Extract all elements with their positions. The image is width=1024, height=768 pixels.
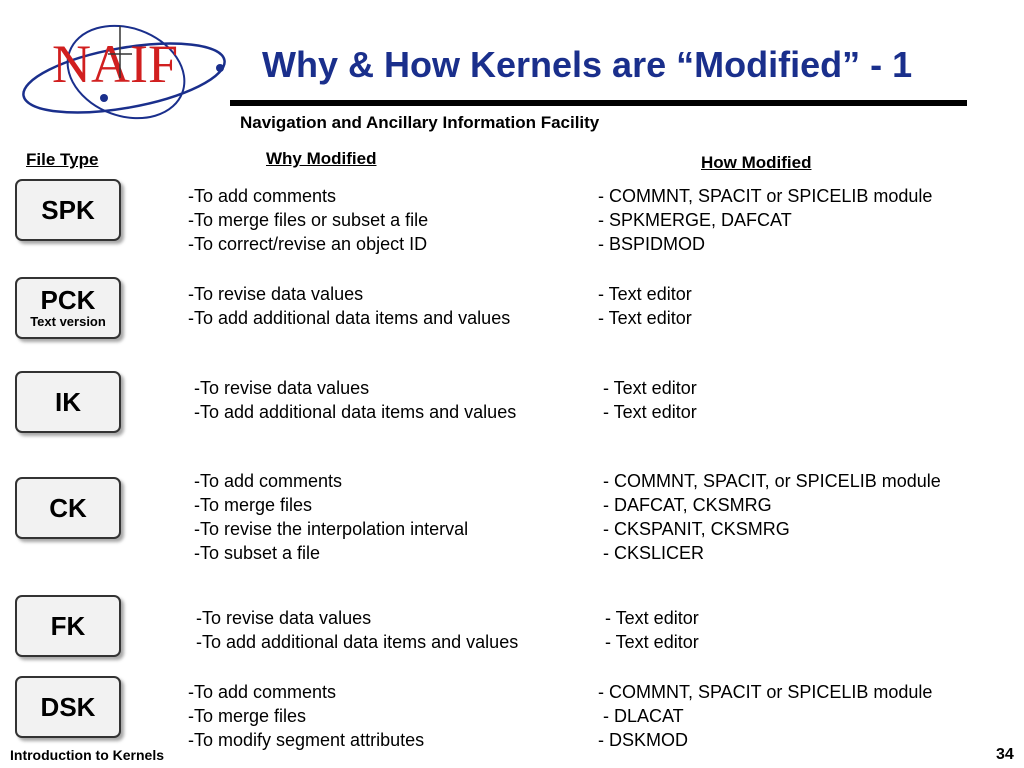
how-list-dsk xyxy=(598,680,932,752)
why-item: -To revise data values xyxy=(188,284,364,304)
how-item: - Text editor xyxy=(598,308,692,328)
how-item: - BSPIDMOD xyxy=(598,234,706,254)
why-item: -To add comments xyxy=(188,186,337,206)
why-item: -To add additional data items and values xyxy=(194,402,517,422)
how-list-ik xyxy=(603,376,697,424)
title-divider xyxy=(230,100,967,106)
file-type-label: SPK xyxy=(41,195,95,225)
how-item: - SPKMERGE, DAFCAT xyxy=(598,210,792,230)
why-item: -To add comments xyxy=(188,682,337,702)
how-item: - Text editor xyxy=(598,284,692,304)
why-item: -To add additional data items and values xyxy=(188,308,511,328)
how-list-spk xyxy=(598,184,932,256)
why-list-spk xyxy=(188,184,428,256)
how-item: - COMMNT, SPACIT, or SPICELIB module xyxy=(603,471,941,491)
how-item: - CKSPANIT, CKSMRG xyxy=(603,519,790,539)
how-item: - COMMNT, SPACIT or SPICELIB module xyxy=(598,682,933,702)
how-item: - DSKMOD xyxy=(598,730,688,750)
how-item: - Text editor xyxy=(603,378,697,398)
file-type-box-spk xyxy=(15,179,121,241)
slide-subtitle: Navigation and Ancillary Information Facility xyxy=(240,113,600,132)
why-list-fk xyxy=(196,606,518,654)
file-type-box-pck xyxy=(15,277,121,339)
file-type-box-fk xyxy=(15,595,121,657)
why-item: -To revise data values xyxy=(196,608,372,628)
naif-logo xyxy=(14,20,236,120)
how-list-ck xyxy=(603,469,941,565)
slide-title: Why & How Kernels are “Modified” - 1 xyxy=(262,44,913,85)
column-header-how-modified: How Modified xyxy=(701,153,812,172)
why-list-ik xyxy=(194,376,516,424)
file-type-label: CK xyxy=(49,493,87,523)
file-type-label: FK xyxy=(50,611,86,641)
how-item: - Text editor xyxy=(603,402,697,422)
why-item: -To correct/revise an object ID xyxy=(188,234,428,254)
how-item: - Text editor xyxy=(605,608,699,628)
how-item: - Text editor xyxy=(605,632,699,652)
how-list-fk xyxy=(605,606,699,654)
column-header-file-type: File Type xyxy=(26,150,99,169)
file-type-label: DSK xyxy=(40,692,96,722)
why-list-ck xyxy=(194,469,468,565)
logo-text: NAIF xyxy=(52,34,179,94)
how-item: - CKSLICER xyxy=(603,543,705,563)
why-item: -To merge files or subset a file xyxy=(188,210,429,230)
file-type-sublabel: Text version xyxy=(30,314,106,329)
why-item: -To subset a file xyxy=(194,543,321,563)
file-type-box-ck xyxy=(15,477,121,539)
how-item: - DLACAT xyxy=(598,706,684,726)
why-item: -To modify segment attributes xyxy=(188,730,425,750)
page-number: 34 xyxy=(996,746,1014,763)
why-list-dsk xyxy=(188,680,424,752)
why-item: -To merge files xyxy=(188,706,307,726)
how-item: - DAFCAT, CKSMRG xyxy=(603,495,772,515)
file-type-box-ik xyxy=(15,371,121,433)
file-type-label: IK xyxy=(55,387,81,417)
why-item: -To revise data values xyxy=(194,378,370,398)
why-item: -To add comments xyxy=(194,471,343,491)
why-item: -To add additional data items and values xyxy=(196,632,519,652)
column-header-why-modified: Why Modified xyxy=(266,149,377,168)
file-type-box-dsk xyxy=(15,676,121,738)
footer-course-title: Introduction to Kernels xyxy=(10,747,164,763)
file-type-label: PCK xyxy=(40,285,96,315)
why-item: -To revise the interpolation interval xyxy=(194,519,469,539)
how-list-pck xyxy=(598,282,692,330)
how-item: - COMMNT, SPACIT or SPICELIB module xyxy=(598,186,933,206)
why-item: -To merge files xyxy=(194,495,313,515)
why-list-pck xyxy=(188,282,510,330)
